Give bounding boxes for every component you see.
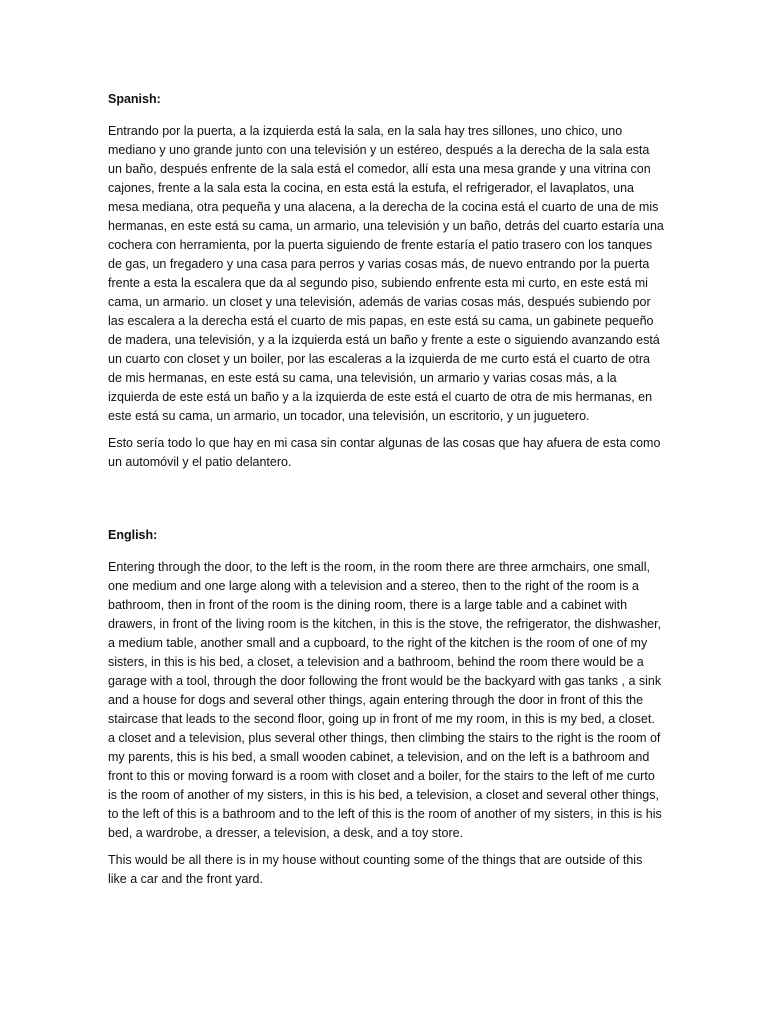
english-paragraph-1: Entering through the door, to the left is the room, in the room there are three armchairs, one small, one medium and one large along with a television and a stereo, then to the right of the room is a bathroom, then in front of the room is the dining room, there is a large table and a cabinet with drawers, in front of the living room is the kitchen, in this is the stove, the refrigerator, the dishwasher, a medium table, another small and a cupboard, to the right of the kitchen is the room of one of my sisters, in this is his bed, a closet, a television and a bathroom, behind the room there would be a garage with a tool, through the door following the front would be the backyard with gas tanks , a sink and a house for dogs and several other things, again entering through the door in front of this the staircase that leads to the second floor, going up in front of me my room, in this is my bed, a closet. a closet and a television, plus several other things, then climbing the stairs to the right is the room of my parents, this is his bed, a small wooden cabinet, a television, and on the left is a bathroom and front to this or moving forward is a room with closet and a boiler, for the stairs to the left of me curto is the room of another of my sisters, in this is his bed, a television, a closet and several other things, to the left of this is a bathroom and to the left of this is the room of another of my sisters, in this is his bed, a wardrobe, a dresser, a television, a desk, and a toy store. bbox=[108, 560, 662, 840]
english-heading: English: bbox=[108, 528, 158, 542]
spanish-heading: Spanish: bbox=[108, 92, 161, 106]
spanish-section bbox=[108, 90, 664, 480]
spanish-paragraph-1: Entrando por la puerta, a la izquierda está la sala, en la sala hay tres sillones, uno chico, uno mediano y uno grande junto con una televisión y un estéreo, después a la derecha de la sala esta un baño, después enfrente de la sala está el comedor, allí esta una mesa grande y una vitrina con cajones, frente a la sala esta la cocina, en esta está la estufa, el refrigerador, el lavaplatos, una mesa mediana, otra pequeña y una alacena, a la derecha de la cocina está el cuarto de una de mis hermanas, en este está su cama, un armario, una televisión y un baño, detrás del cuarto estaría una cochera con herramienta, por la puerta siguiendo de frente estaría el patio trasero con los tanques de gas, un fregadero y una casa para perros y varias cosas más, de nuevo entrando por la puerta frente a esta la escalera que da al segundo piso, subiendo enfrente esta mi curto, en este está mi cama, un armario. un closet y una televisión, además de varias cosas más, después subiendo por las escalera a la derecha está el cuarto de mis papas, en este está su cama, un gabinete pequeño de madera, una televisión, y a la izquierda está un baño y frente a este o siguiendo avanzando está un cuarto con closet y un boiler, por las escaleras a la izquierda de me curto está el cuarto de otra de mis hermanas, en este está su cama, una televisión, un armario y varias cosas más, a la izquierda de este está un baño y a la izquierda de este está el cuarto de otra de mis hermanas, en este está su cama, un armario, un tocador, una televisión, un escritorio, y un juguetero. bbox=[108, 124, 664, 423]
english-section bbox=[108, 526, 664, 897]
spanish-paragraph-2: Esto sería todo lo que hay en mi casa sin contar algunas de las cosas que hay afuera de esta como un automóvil y el patio delantero. bbox=[108, 436, 661, 469]
english-paragraph-2: This would be all there is in my house without counting some of the things that are outside of this like a car and the front yard. bbox=[108, 853, 643, 886]
